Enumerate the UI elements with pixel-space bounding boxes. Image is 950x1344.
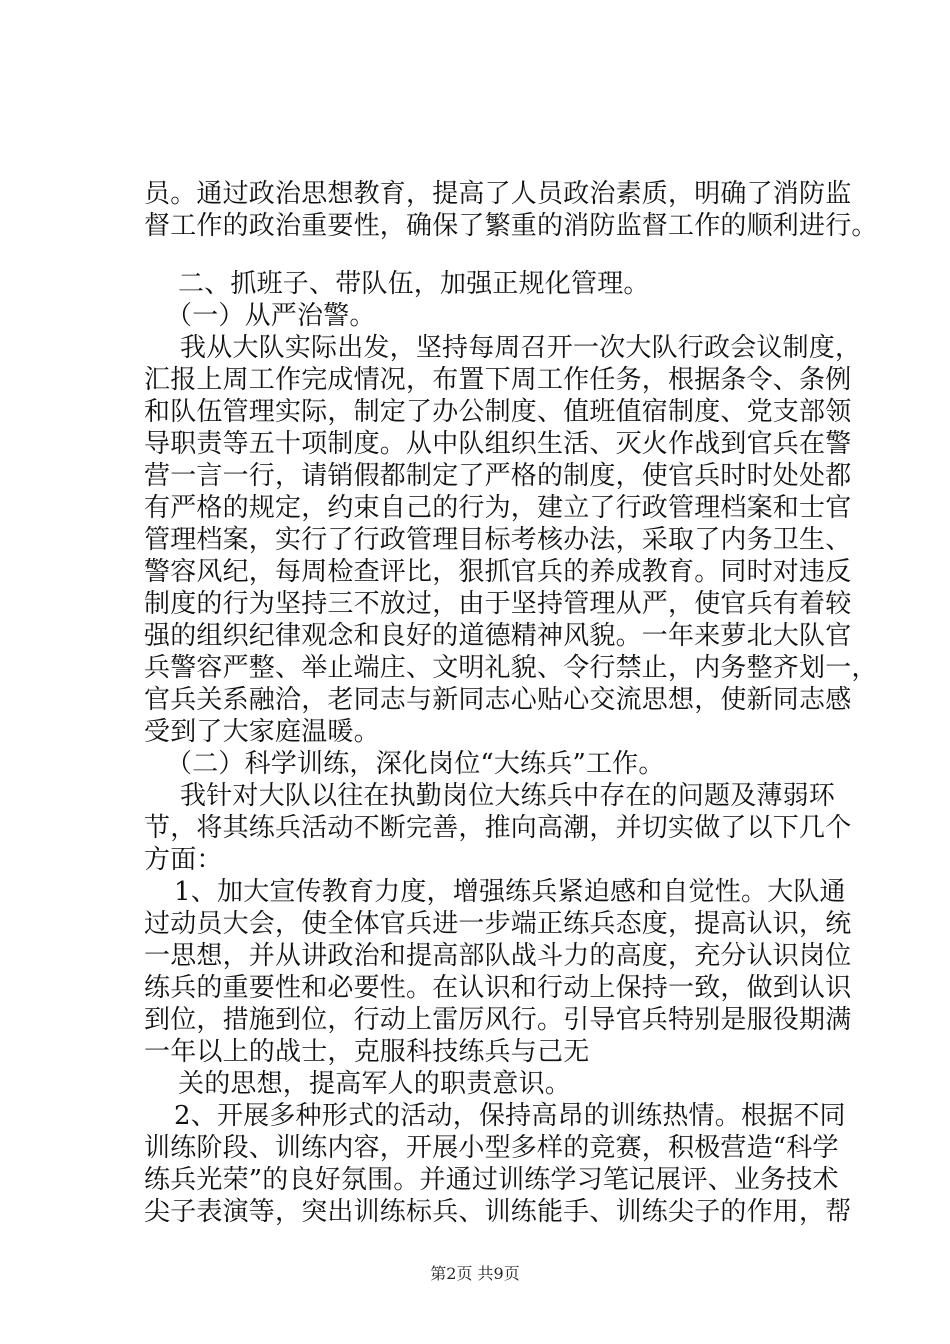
text-line: 到位，措施到位，行动上雷厉风行。引导官兵特别是服役期满 [144, 1005, 852, 1035]
text-line: 关的思想，提高军人的职责意识。 [178, 1069, 572, 1099]
text-line: 和队伍管理实际，制定了办公制度、值班值宿制度、党支部领 [144, 397, 852, 427]
text-line: 官兵关系融洽，老同志与新同志心贴心交流思想，使新同志感 [144, 685, 852, 715]
text-line: 兵警容严整、举止端庄、文明礼貌、令行禁止，内务整齐划一， [144, 653, 878, 683]
text-line: 训练阶段、训练内容，开展小型多样的竞赛，积极营造“科学 [144, 1133, 839, 1163]
subsection-heading: （二）科学训练，深化岗位“大练兵”工作。 [166, 749, 665, 779]
text-line: 我针对大队以往在执勤岗位大练兵中存在的问题及薄弱环 [180, 781, 836, 811]
text-line: 督工作的政治重要性，确保了繁重的消防监督工作的顺利进行。 [144, 211, 878, 241]
page-footer: 第2页 共9页 [430, 1264, 520, 1283]
list-item: 1、加大宣传教育力度，增强练兵紧迫感和自觉性。大队通 [174, 877, 846, 907]
text-line: 强的组织纪律观念和良好的道德精神风貌。一年来萝北大队官 [144, 621, 852, 651]
text-line: 营一言一行，请销假都制定了严格的制度，使官兵时时处处都 [144, 461, 852, 491]
text-line: 我从大队实际出发，坚持每周召开一次大队行政会议制度， [180, 333, 862, 363]
subsection-heading: （一）从严治警。 [166, 301, 376, 331]
text-line: 管理档案，实行了行政管理目标考核办法，采取了内务卫生、 [144, 525, 852, 555]
text-line: 有严格的规定，约束自己的行为，建立了行政管理档案和士官 [144, 493, 852, 523]
text-line: 制度的行为坚持三不放过，由于坚持管理从严，使官兵有着较 [144, 589, 852, 619]
text-line: 一年以上的战士，克服科技练兵与己无 [144, 1037, 590, 1067]
text-line: 方面： [144, 845, 223, 875]
text-line: 节，将其练兵活动不断完善，推向高潮，并切实做了以下几个 [144, 813, 852, 843]
text-line: 汇报上周工作完成情况，布置下周工作任务，根据条令、条例 [144, 365, 852, 395]
text-line: 受到了大家庭温暖。 [144, 717, 380, 747]
list-item: 2、开展多种形式的活动，保持高昂的训练热情。根据不同 [174, 1101, 846, 1131]
text-line: 练兵光荣”的良好氛围。并通过训练学习笔记展评、业务技术 [144, 1165, 839, 1195]
text-line: 导职责等五十项制度。从中队组织生活、灭火作战到官兵在警 [144, 429, 852, 459]
text-line: 一思想，并从讲政治和提高部队战斗力的高度，充分认识岗位 [144, 941, 852, 971]
text-line: 过动员大会，使全体官兵进一步端正练兵态度，提高认识，统 [144, 909, 852, 939]
text-line: 练兵的重要性和必要性。在认识和行动上保持一致，做到认识 [144, 973, 852, 1003]
text-line: 尖子表演等，突出训练标兵、训练能手、训练尖子的作用，帮 [144, 1197, 852, 1227]
text-line: 警容风纪，每周检查评比，狠抓官兵的养成教育。同时对违反 [144, 557, 852, 587]
text-line: 员。通过政治思想教育，提高了人员政治素质，明确了消防监 [144, 179, 852, 209]
section-heading: 二、抓班子、带队伍，加强正规化管理。 [178, 269, 650, 299]
